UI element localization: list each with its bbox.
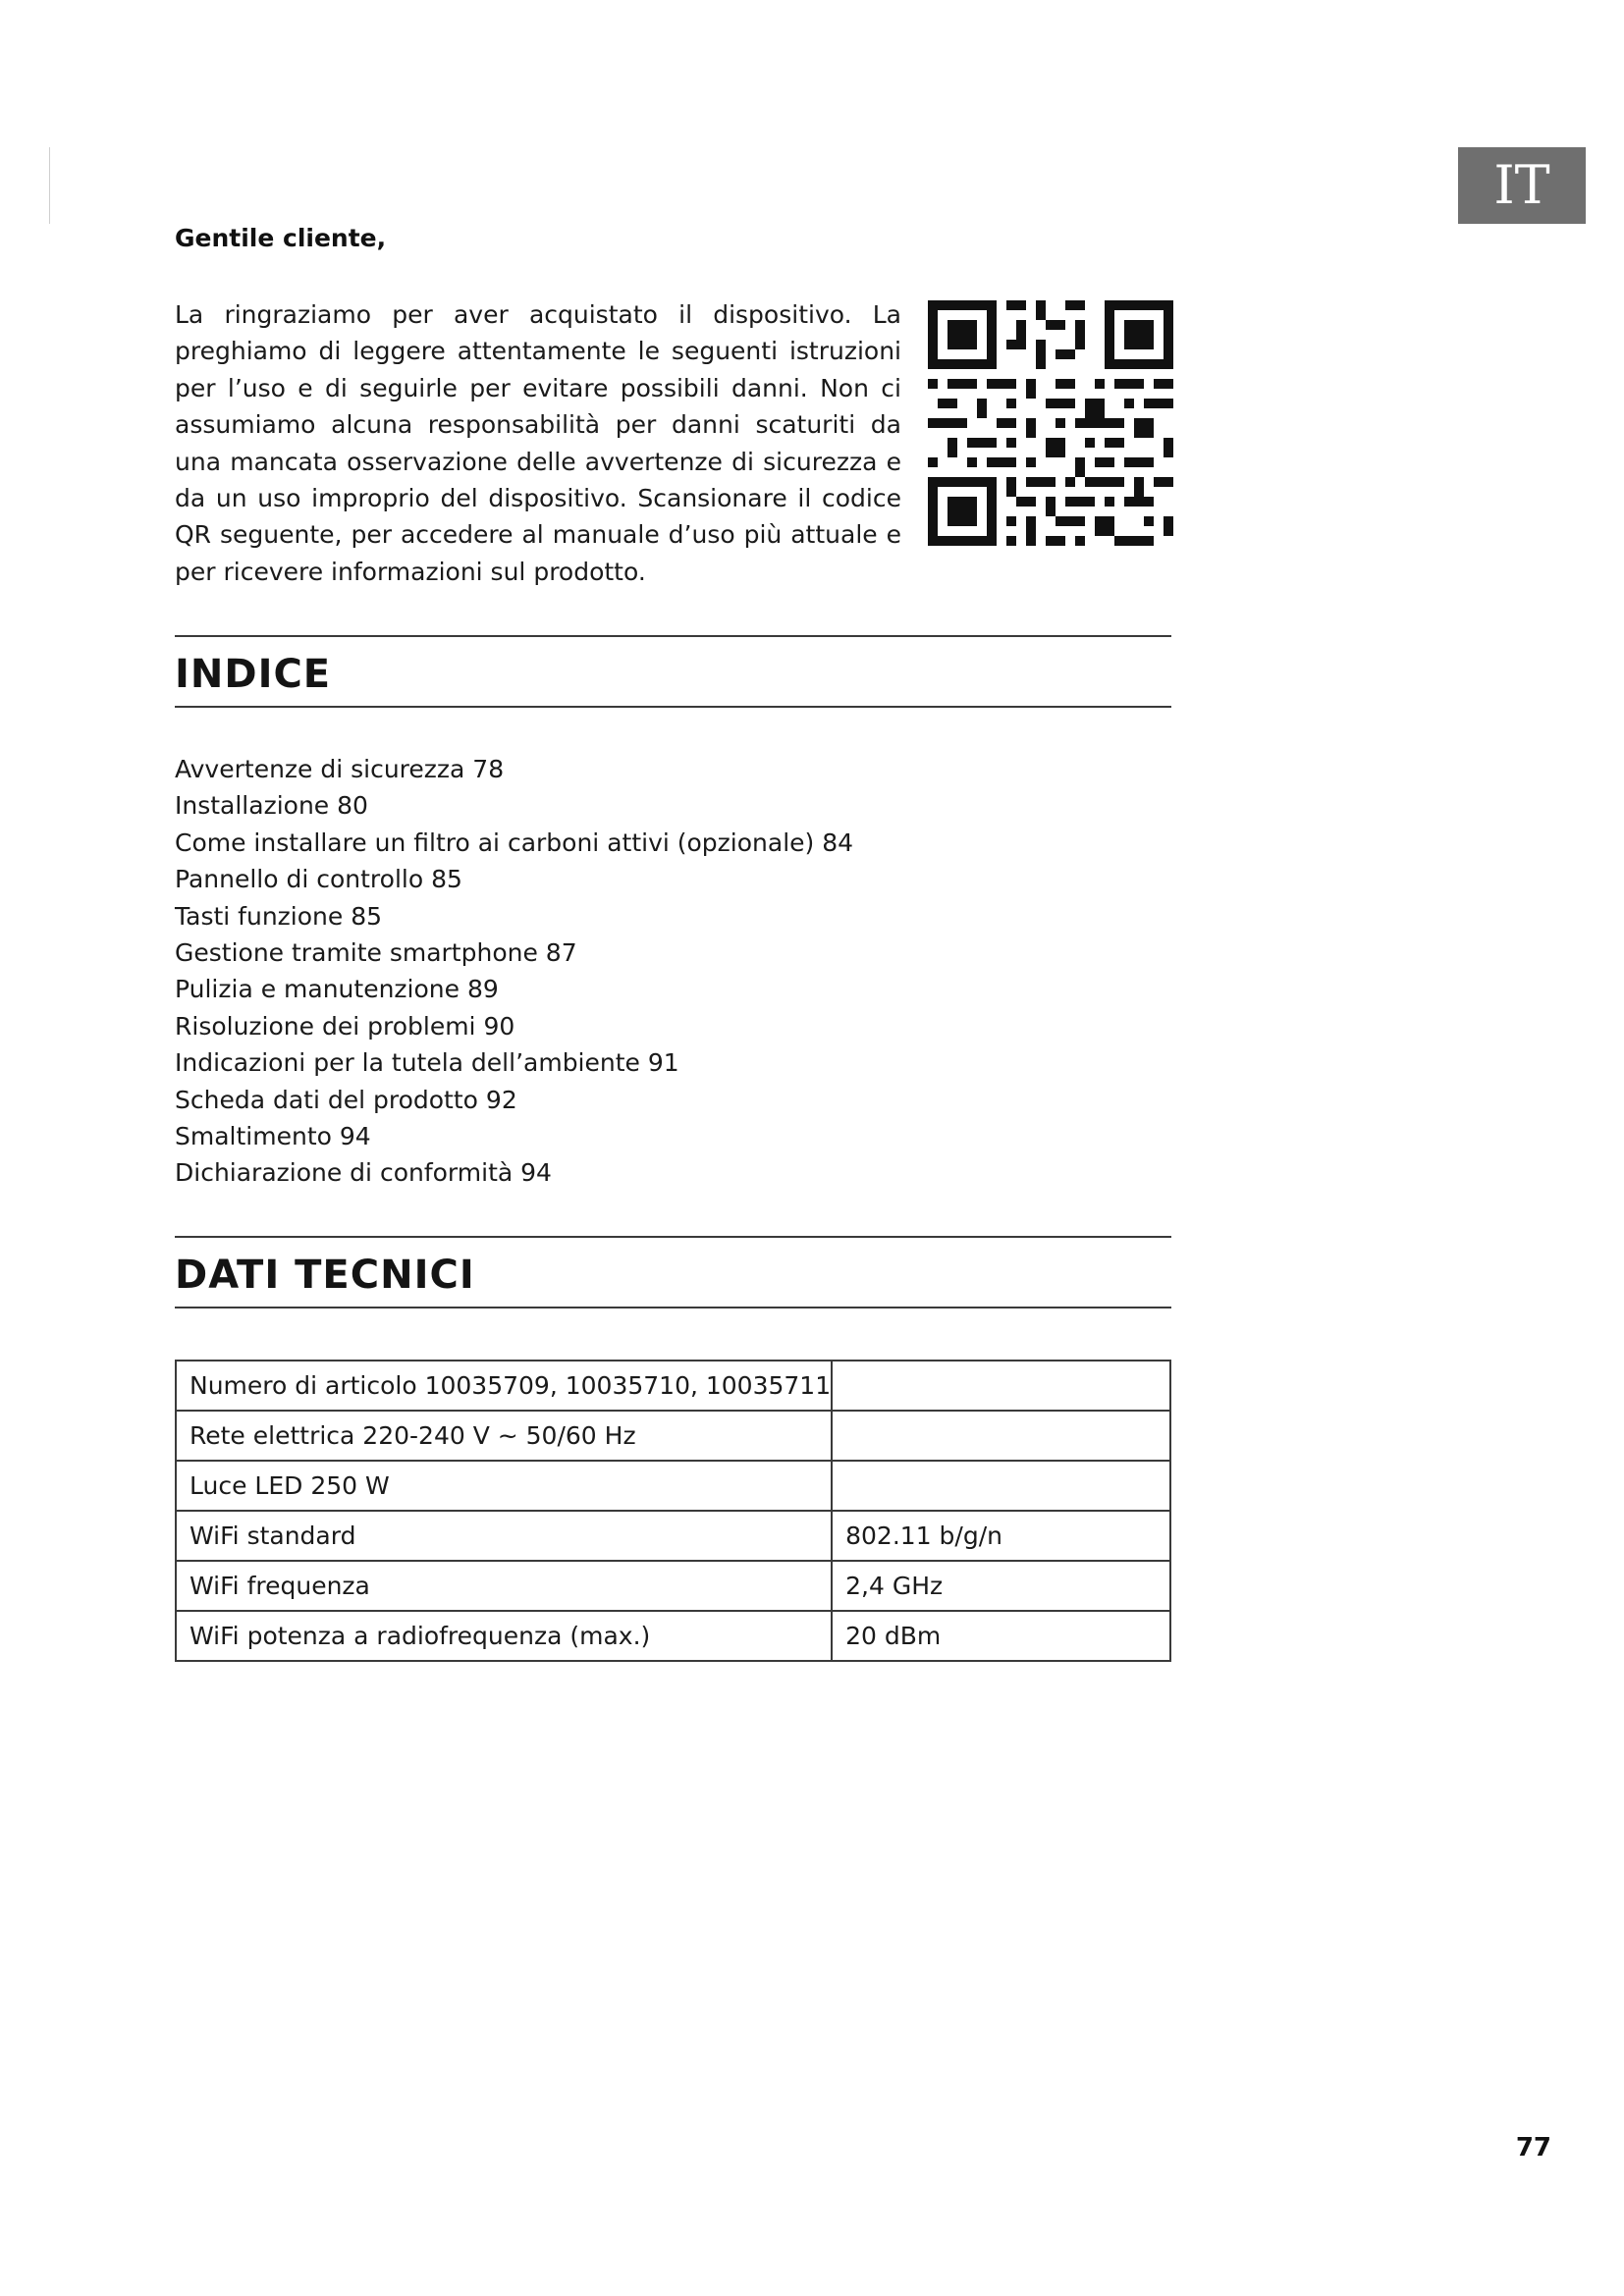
intro-paragraph: La ringraziamo per aver acquistato il dispositivo. La preghiamo di leggere attentamente le seguenti istruzioni per l’uso e di seguirle per evitare possibili danni. Non ci assumiamo alcuna responsabilità per danni scaturiti da una mancata osservazione delle avvertenze di sicurezza e da un uso improprio del dispositivo. Scansionare il codice QR seguente, per accedere al manuale d’uso più attuale e per ricevere informazioni sul prodotto. [175,300,901,586]
toc-item: Indicazioni per la tutela dell’ambiente 91 [175,1048,679,1078]
language-tab: IT [1458,147,1586,224]
table-row [176,1611,1170,1661]
table-cell [832,1361,1170,1411]
greeting: Gentile cliente, [175,224,387,252]
toc-item: Risoluzione dei problemi 90 [175,1011,515,1041]
specs-table [175,1360,1171,1662]
toc-item: Pulizia e manutenzione 89 [175,975,499,1004]
index-top-rule [175,635,1171,637]
margin-line [49,147,50,224]
table-cell: WiFi standard [176,1511,832,1561]
table-cell: Luce LED 250 W [176,1461,832,1511]
toc-item: Pannello di controllo 85 [175,865,462,894]
toc-item: Come installare un filtro ai carboni attivi (opzionale) 84 [175,828,854,857]
index-bottom-rule [175,706,1171,708]
toc-item: Tasti funzione 85 [175,901,383,931]
specs-top-rule [175,1236,1171,1238]
qr-code-icon [928,300,1173,546]
table-cell: WiFi potenza a radiofrequenza (max.) [176,1611,832,1661]
table-cell: 2,4 GHz [832,1561,1170,1611]
toc-item: Installazione 80 [175,791,368,821]
toc-item: Dichiarazione di conformità 94 [175,1158,552,1188]
toc-item: Scheda dati del prodotto 92 [175,1085,517,1114]
toc-item: Gestione tramite smartphone 87 [175,938,577,968]
table-cell: 802.11 b/g/n [832,1511,1170,1561]
table-of-contents [175,751,853,1192]
specs-bottom-rule [175,1307,1171,1308]
table-row [176,1361,1170,1411]
table-cell: Numero di articolo 10035709, 10035710, 10035711 [176,1361,832,1411]
table-cell: 20 dBm [832,1611,1170,1661]
table-row [176,1561,1170,1611]
index-title: INDICE [175,652,332,697]
table-row [176,1511,1170,1561]
toc-item: Avvertenze di sicurezza 78 [175,755,505,783]
table-cell [832,1411,1170,1461]
toc-item: Smaltimento 94 [175,1122,371,1151]
table-cell [832,1461,1170,1511]
specs-title: DATI TECNICI [175,1253,475,1298]
page-number: 77 [1515,2133,1551,2163]
table-cell: WiFi frequenza [176,1561,832,1611]
table-row [176,1411,1170,1461]
table-cell: Rete elettrica 220-240 V ~ 50/60 Hz [176,1411,832,1461]
table-row [176,1461,1170,1511]
